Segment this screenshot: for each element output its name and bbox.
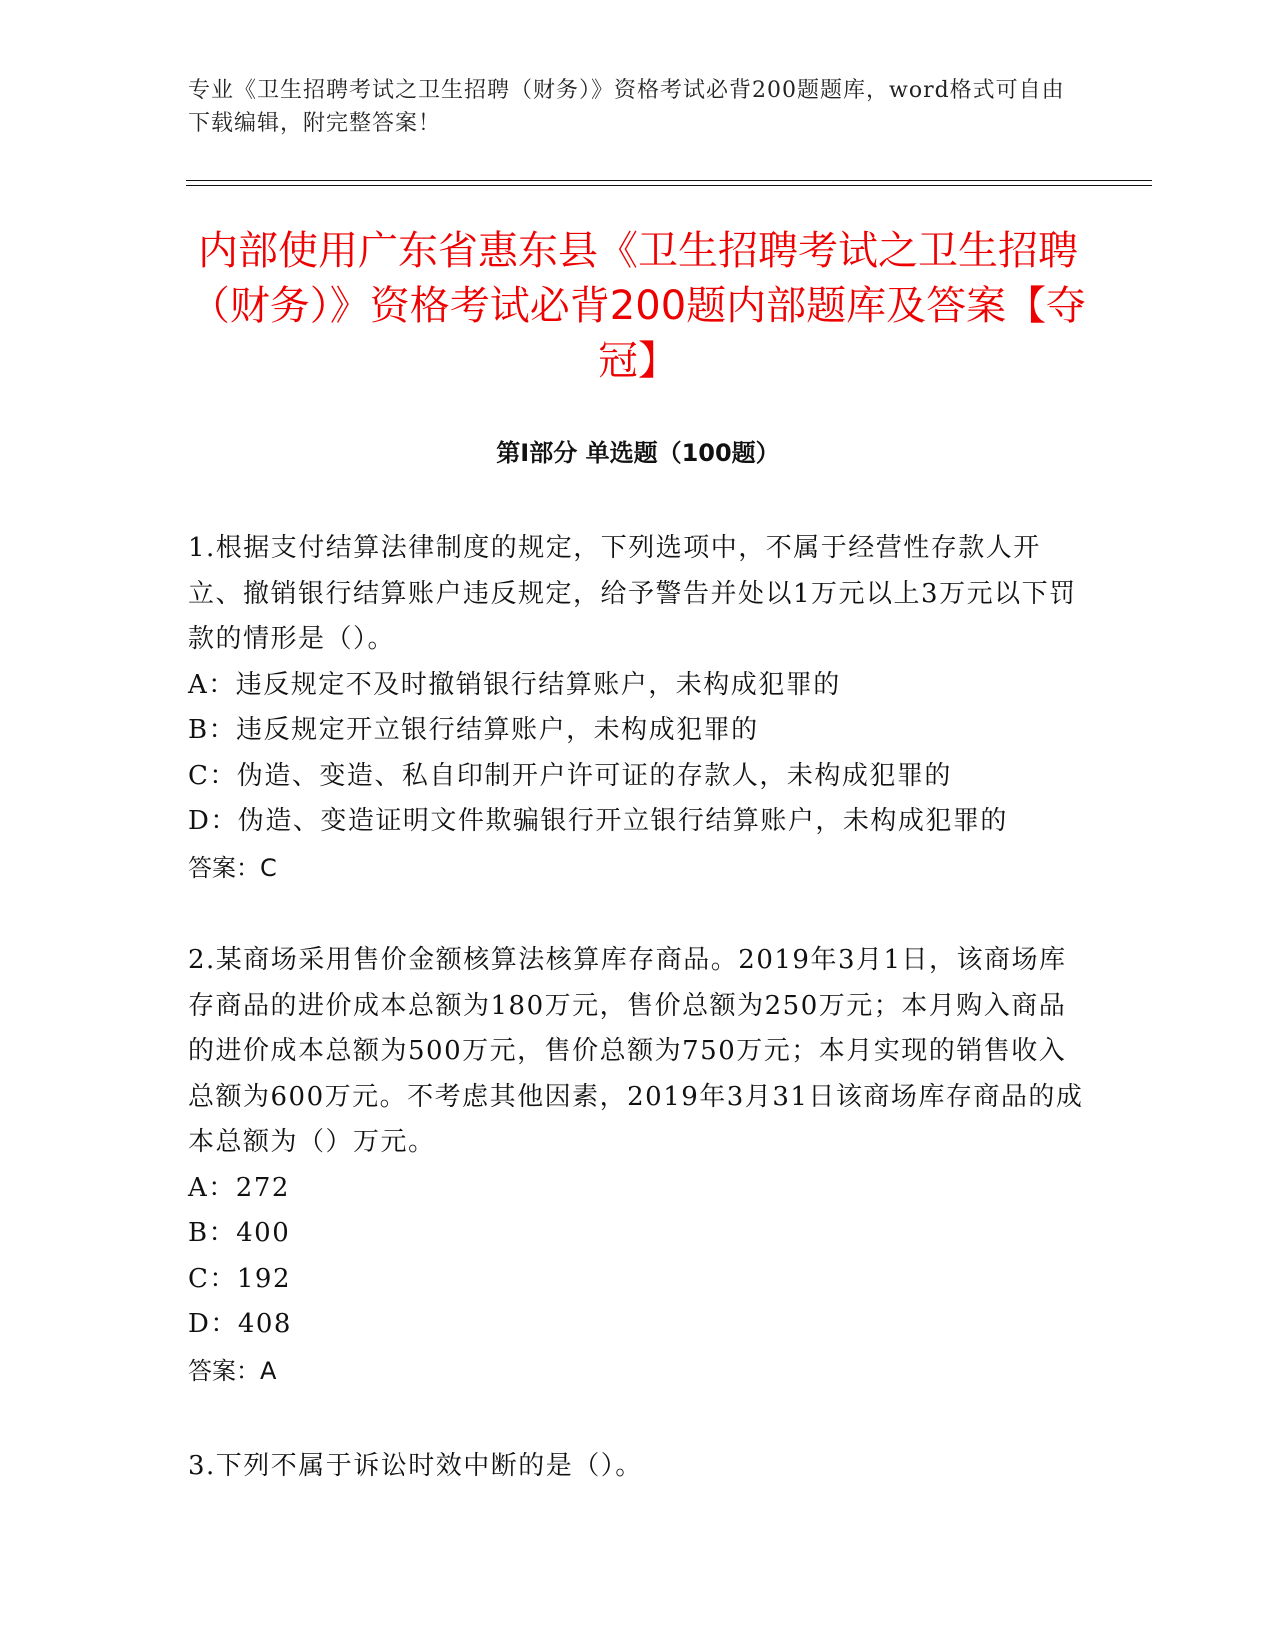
section-title: 第Ⅰ部分 单选题（100题） bbox=[496, 439, 780, 467]
option-b: B：违反规定开立银行结算账户，未构成犯罪的 bbox=[188, 715, 759, 745]
document-intro: 专业《卫生招聘考试之卫生招聘（财务）》资格考试必背200题题库，word格式可自由下载编辑，附完整答案！ bbox=[188, 78, 1065, 136]
header-divider-top bbox=[186, 180, 1152, 181]
option-b: B：400 bbox=[188, 1218, 291, 1248]
document-title: 内部使用广东省惠东县《卫生招聘考试之卫生招聘（财务）》资格考试必背200题内部题库及答案【夺冠】 bbox=[189, 228, 1087, 384]
question-2 bbox=[188, 938, 1088, 1392]
question-stem: 2.某商场采用售价金额核算法核算库存商品。2019年3月1日，该商场库存商品的进价成本总额为180万元，售价总额为250万元；本月购入商品的进价成本总额为500万元，售价总额为750万元；本月实现的销售收入总额为600万元。不考虑其他因素，2019年3月31日该商场库存商品的成本总额为（）万元。 bbox=[188, 945, 1084, 1157]
option-c: C：192 bbox=[188, 1263, 292, 1294]
question-stem: 1.根据支付结算法律制度的规定，下列选项中，不属于经营性存款人开立、撤销银行结算账户违反规定，给予警告并处以1万元以上3万元以下罚款的情形是（）。 bbox=[188, 533, 1077, 654]
option-d: D：408 bbox=[188, 1309, 292, 1339]
question-3 bbox=[188, 1444, 1088, 1490]
answer: 答案：A bbox=[188, 1356, 277, 1385]
question-1 bbox=[188, 526, 1088, 889]
option-a: A：272 bbox=[188, 1172, 290, 1203]
answer: 答案：C bbox=[188, 853, 277, 882]
option-d: D：伪造、变造证明文件欺骗银行开立银行结算账户，未构成犯罪的 bbox=[188, 806, 1008, 836]
option-c: C：伪造、变造、私自印制开户许可证的存款人，未构成犯罪的 bbox=[188, 760, 952, 791]
header-divider-bottom bbox=[186, 185, 1152, 186]
question-stem: 3.下列不属于诉讼时效中断的是（）。 bbox=[188, 1451, 643, 1481]
option-a: A：违反规定不及时撤销银行结算账户，未构成犯罪的 bbox=[188, 669, 841, 700]
